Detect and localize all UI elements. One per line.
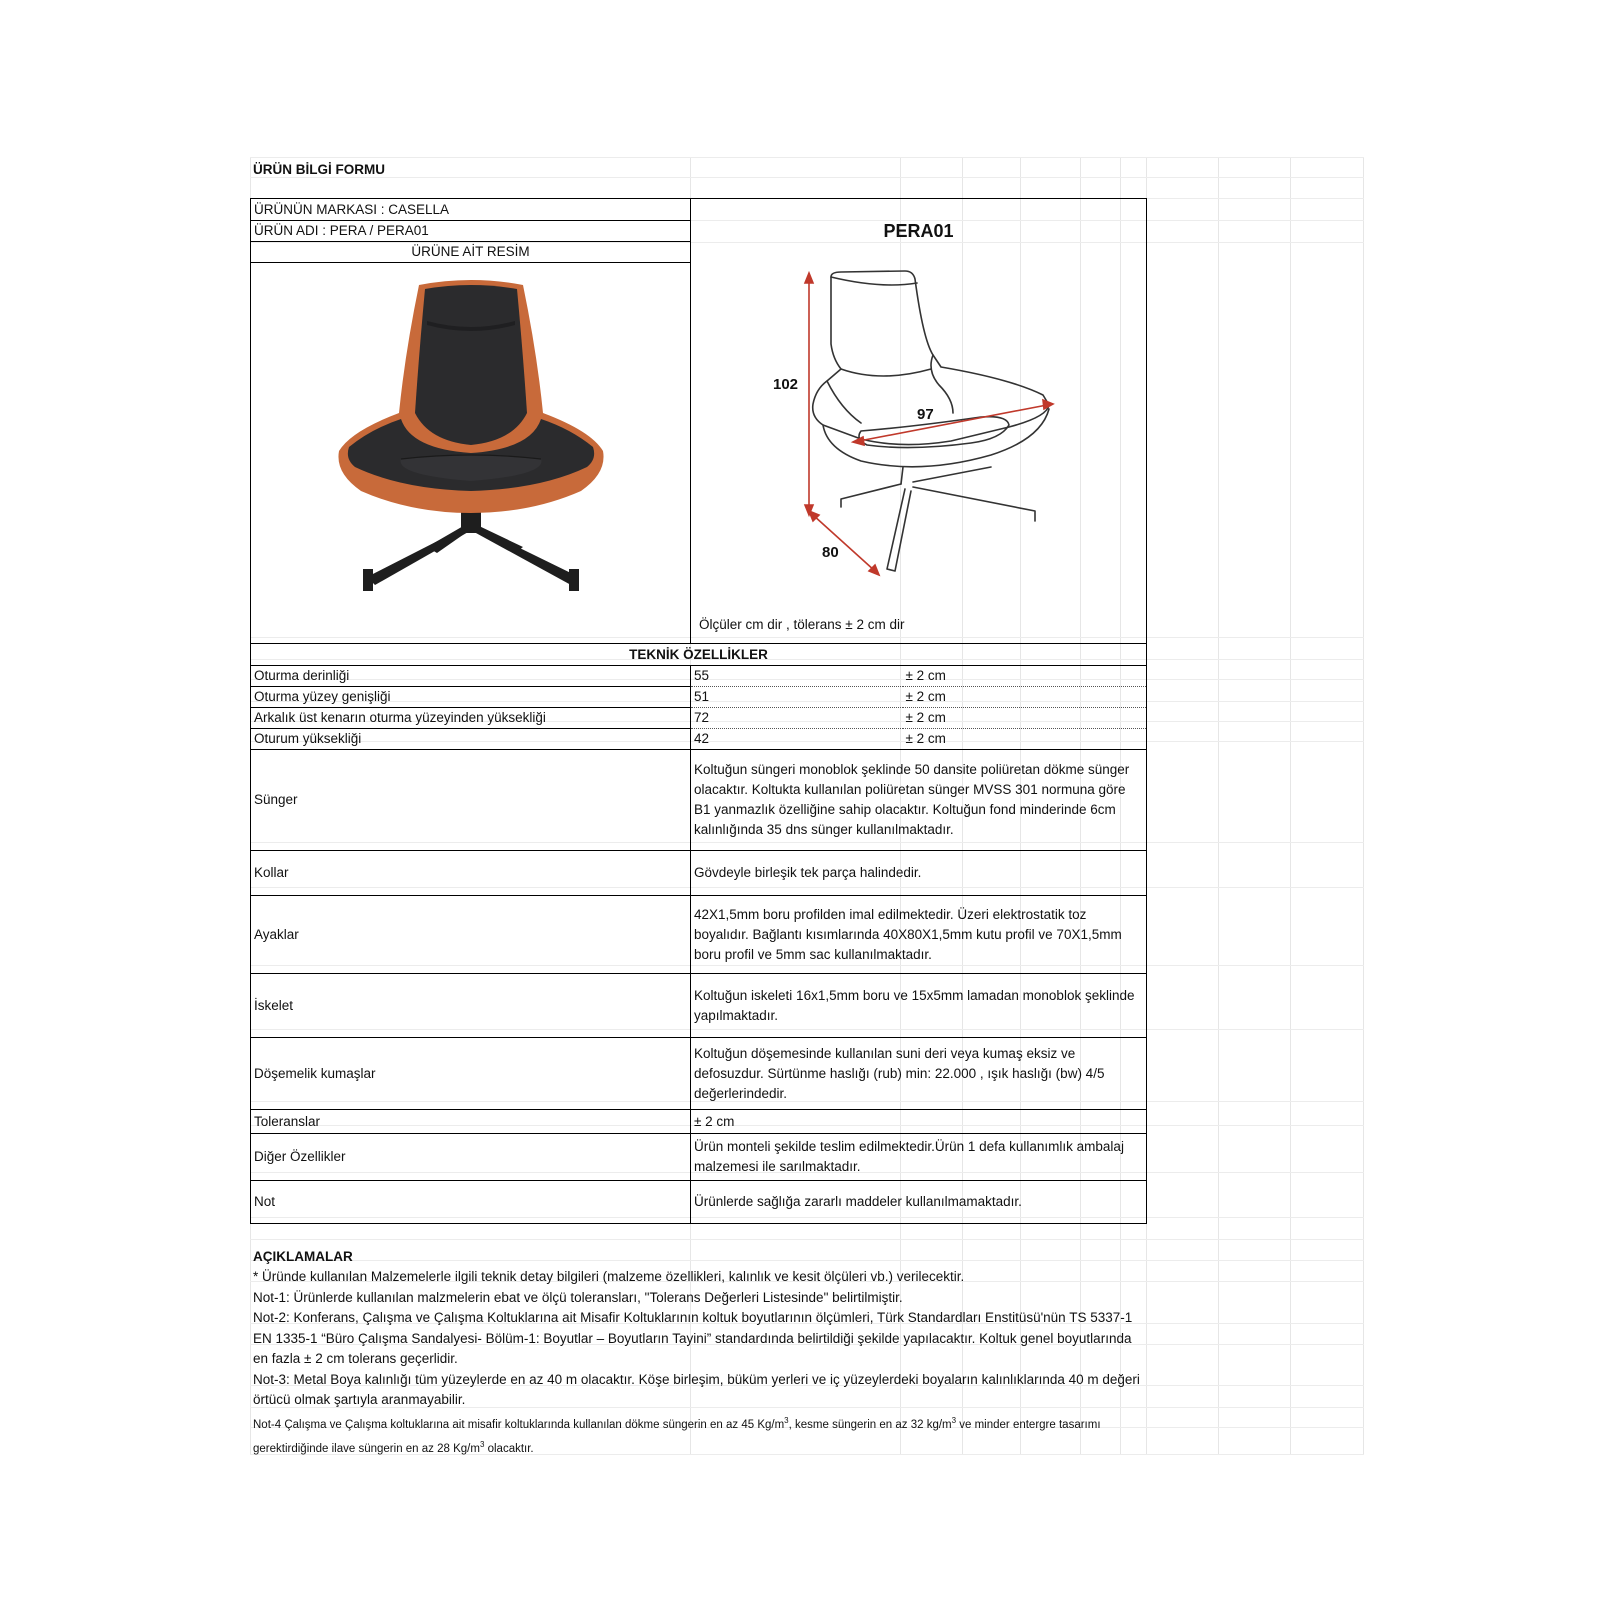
spec-row <box>251 851 1147 896</box>
spec-text: 42X1,5mm boru profilden imal edilmektedir. Üzeri elektrostatik toz boyalıdır. Bağlantı kısımlarında 40X80X1,5mm kutu profil ve 70X1,5mm boru profil ve 5mm sac kullanılmaktadır. <box>691 896 1147 974</box>
spec-label: İskelet <box>251 974 691 1038</box>
dimension-note: Ölçüler cm dir , tölerans ± 2 cm dir <box>699 617 905 632</box>
product-image-cell <box>251 263 691 644</box>
image-header-cell: ÜRÜNE AİT RESİM <box>251 242 691 263</box>
spec-text: Ürün monteli şekilde teslim edilmektedir.Ürün 1 defa kullanımlık ambalaj malzemesi ile sarılmaktadır. <box>691 1134 1147 1181</box>
spec-label: Kollar <box>251 851 691 896</box>
brand-row <box>251 199 1147 221</box>
tech-header-row <box>251 644 1147 666</box>
dimension-drawing-cell <box>691 199 1147 644</box>
measurement-tolerance: ± 2 cm <box>903 687 1147 708</box>
spec-text: Koltuğun döşemesinde kullanılan suni deri veya kumaş eksiz ve defosuzdur. Sürtünme haslığı (rub) min: 22.000 , ışık haslığı (bw) 4/5 değerlerindedir. <box>691 1038 1147 1110</box>
spec-row <box>251 1134 1147 1181</box>
form-title: ÜRÜN BİLGİ FORMU <box>253 162 385 177</box>
chair-fabric-back <box>415 285 527 445</box>
measurement-row <box>251 708 1147 729</box>
measurement-value: 51 <box>691 687 903 708</box>
product-name-cell: ÜRÜN ADI : PERA / PERA01 <box>251 221 691 242</box>
spec-text: ± 2 cm <box>691 1110 1147 1134</box>
measurement-tolerance: ± 2 cm <box>903 729 1147 750</box>
height-dimension: 102 <box>773 376 799 393</box>
width-dimension: 97 <box>917 406 934 423</box>
measurement-label: Oturma derinliği <box>251 666 691 687</box>
measurement-value: 55 <box>691 666 903 687</box>
note-line: Not-2: Konferans, Çalışma ve Çalışma Koltuklarına ait Misafir Koltuklarının koltuk boyutlarının ölçümleri, Türk Standardları Enstitüsü'nün TS 5337-1 EN 1335-1 “Büro Çalışma Sandalyesi- Bölüm-1: Boyutlar – Boyutların Tayini” standardında belirtildiği şekilde yapılacaktır. Koltuk genel boyutlarında en fazla ± 2 cm tolerans geçerlidir. <box>253 1310 1133 1366</box>
measurement-tolerance: ± 2 cm <box>903 666 1147 687</box>
spec-label: Ayaklar <box>251 896 691 974</box>
chair-base <box>363 507 579 591</box>
measurement-label: Oturma yüzey genişliği <box>251 687 691 708</box>
measurement-label: Oturum yüksekliği <box>251 729 691 750</box>
spec-text: Koltuğun iskeleti 16x1,5mm boru ve 15x5mm lamadan monoblok şeklinde yapılmaktadır. <box>691 974 1147 1038</box>
note-line: Not-1: Ürünlerde kullanılan malzmelerin ebat ve ölçü toleransları, "Tolerans Değerleri Listesinde" belirtilmiştir. <box>253 1289 903 1305</box>
spec-text: Ürünlerde sağlığa zararlı maddeler kullanılmamaktadır. <box>691 1181 1147 1224</box>
spec-label: Not <box>251 1181 691 1224</box>
spec-label: Döşemelik kumaşlar <box>251 1038 691 1110</box>
drawing-title: PERA01 <box>883 221 954 241</box>
spec-row <box>251 1181 1147 1224</box>
spec-text: Koltuğun süngeri monoblok şeklinde 50 dansite poliüretan dökme sünger olacaktır. Koltukta kullanılan poliüretan sünger MVSS 301 normuna göre B1 yanmazlık özelliğine sahip olacaktır. Koltuğun fond minderinde 6cm kalınlığında 35 dns sünger kullanılmaktadır. <box>691 750 1147 851</box>
note-line: Not-4 Çalışma ve Çalışma koltuklarına ait misafir koltuklarında kullanılan dökme süngerin en az 45 $Kg/m^3$, kesme süngerin en az 32 $kg/m^3$ ve minder entergre tasarımı gerektirdiğinde ilave süngerin en az 28 $Kg/m^3$ olacaktır. <box>253 1415 1101 1455</box>
measurement-row <box>251 729 1147 750</box>
spec-row <box>251 974 1147 1038</box>
spec-row <box>251 1038 1147 1110</box>
spec-label: Toleranslar <box>251 1110 691 1134</box>
depth-dimension: 80 <box>822 544 839 561</box>
spec-text: Gövdeyle birleşik tek parça halindedir. <box>691 851 1147 896</box>
measurement-tolerance: ± 2 cm <box>903 708 1147 729</box>
brand-cell: ÜRÜNÜN MARKASI : CASELLA <box>251 199 691 221</box>
note-line: * Üründe kullanılan Malzemelerle ilgili teknik detay bilgileri (malzeme özellikleri, kalınlık ve kesit ölçüleri vb.) verilecektir. <box>253 1269 965 1284</box>
measurement-label: Arkalık üst kenarın oturma yüzeyinden yüksekliği <box>251 708 691 729</box>
measurement-value: 72 <box>691 708 903 729</box>
explanations-section <box>253 1247 1148 1459</box>
spec-label: Diğer Özellikler <box>251 1134 691 1181</box>
explanations-title: AÇIKLAMALAR <box>253 1249 353 1264</box>
note-line: Not-3: Metal Boya kalınlığı tüm yüzeylerde en az 40 m olacaktır. Köşe birleşim, büküm yerleri ve iç yüzeylerdeki boyaların kalınlıklarında 40 m değeri örtücü olmak şartıyla aranmayabilir. <box>253 1371 1140 1407</box>
measurement-row <box>251 666 1147 687</box>
spec-row <box>251 896 1147 974</box>
measurement-value: 42 <box>691 729 903 750</box>
spec-row <box>251 750 1147 851</box>
measurement-row <box>251 687 1147 708</box>
product-info-table <box>250 198 1147 1224</box>
chair-product-image <box>251 263 691 643</box>
tech-header-cell: TEKNİK ÖZELLİKLER <box>251 644 1147 666</box>
spec-row <box>251 1110 1147 1134</box>
spec-label: Sünger <box>251 750 691 851</box>
